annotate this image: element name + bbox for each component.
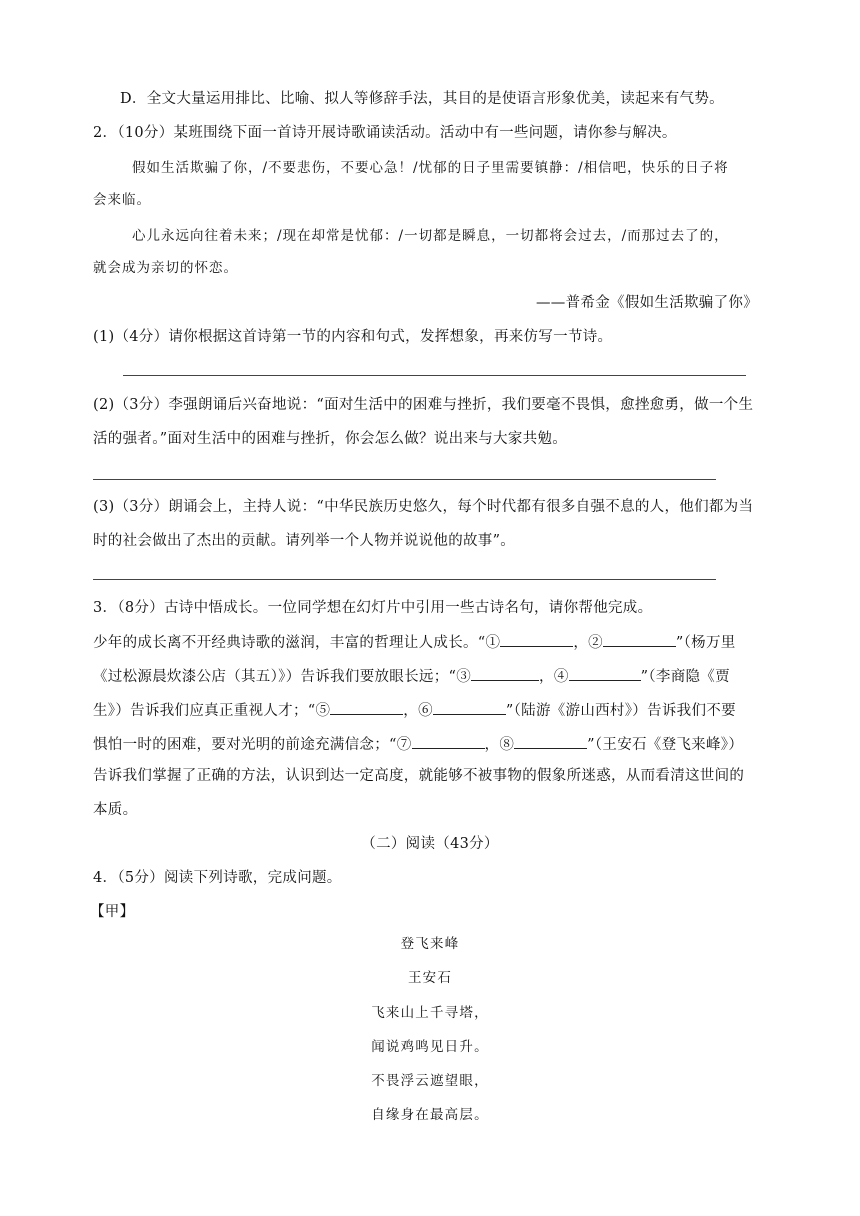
q2-poem-attribution: ——普希金《假如生活欺骗了你》 — [536, 295, 758, 311]
q3-line3 — [93, 699, 736, 721]
q3-line4-text-a: 惧怕一时的困难，要对光明的前途充满信念；“⑦ — [93, 737, 412, 753]
q2-poem-stanza1-line2: 会来临。 — [93, 192, 151, 208]
q2-stem: 2．（10分）某班围绕下面一首诗开展诗歌诵读活动。活动中有一些问题，请你参与解决。 — [93, 125, 677, 141]
q3-line1-text-b: ，② — [573, 635, 603, 651]
q2-poem-stanza2-line1: 心儿永远向往着未来；/现在却常是忧郁：/一切都是瞬息，一切都将会过去，/而那过去了的， — [132, 228, 729, 244]
fill-blank-4[interactable] — [569, 665, 641, 681]
poem-author: 王安石 — [407, 970, 453, 986]
q3-line4-text-c: ”（王安石《登飞来峰》） — [587, 737, 744, 753]
fill-blank-7[interactable] — [412, 733, 485, 749]
q3-line3-text-c: ”（陆游《游山西村》）告诉我们不要 — [505, 703, 736, 719]
q2-sub3-line1: (3)（3分）朗诵会上，主持人说：“中华民族历史悠久，每个时代都有很多自强不息的人，他们都为当 — [93, 499, 754, 515]
q2-sub2-line1: (2)（3分）李强朗诵后兴奋地说：“面对生活中的困难与挫折，我们要毫不畏惧，愈挫愈勇，做一个生 — [93, 397, 754, 413]
q3-line2-text-a: 《过松源晨炊漆公店（其五）》）告诉我们要放眼长远；“③ — [93, 669, 472, 685]
q2-sub1: (1)（4分）请你根据这首诗第一节的内容和句式，发挥想象，再来仿写一节诗。 — [93, 329, 613, 345]
answer-line[interactable] — [123, 375, 746, 376]
q3-stem: 3．（8分）古诗中悟成长。一位同学想在幻灯片中引用一些古诗名句，请你帮他完成。 — [93, 600, 653, 616]
q2-sub2-line2: 活的强者。”面对生活中的困难与挫折，你会怎么做？说出来与大家共勉。 — [93, 431, 568, 447]
fill-blank-6[interactable] — [433, 699, 506, 715]
fill-blank-1[interactable] — [500, 631, 573, 647]
poem-line: 闻说鸡鸣见日升。 — [371, 1039, 489, 1055]
q3-line3-text-a: 生》）告诉我们应真正重视人才；“⑤ — [93, 703, 331, 719]
q3-line1 — [93, 631, 736, 653]
fill-blank-2[interactable] — [603, 631, 676, 647]
q3-line2-text-b: ，④ — [539, 669, 569, 685]
answer-line[interactable] — [93, 479, 716, 480]
q3-line2 — [93, 665, 730, 687]
section-heading-reading: （二）阅读（43分） — [361, 836, 499, 852]
q3-line4-text-b: ，⑧ — [484, 737, 515, 753]
fill-blank-3[interactable] — [471, 665, 539, 681]
q3-line1-text-a: 少年的成长离不开经典诗歌的滋润，丰富的哲理让人成长。“① — [93, 635, 501, 651]
q4-stem: 4．（5分）阅读下列诗歌，完成问题。 — [93, 870, 342, 886]
q3-line4 — [93, 733, 743, 755]
poem-line: 自缘身在最高层。 — [371, 1107, 489, 1123]
q2-sub3-line2: 时的社会做出了杰出的贡献。请列举一个人物并说说他的故事”。 — [93, 533, 516, 549]
fill-blank-5[interactable] — [330, 699, 403, 715]
poem-line: 飞来山上千寻塔， — [371, 1005, 489, 1021]
q3-line2-text-c: ”（李商隐《贾 — [640, 669, 730, 685]
q3-line5: 告诉我们掌握了正确的方法，认识到达一定高度，就能够不被事物的假象所迷惑，从而看清这世间的 — [93, 768, 745, 784]
q3-line3-text-b: ，⑥ — [403, 703, 433, 719]
answer-line[interactable] — [93, 579, 716, 580]
q3-line6: 本质。 — [93, 802, 138, 818]
q2-poem-stanza1-line1: 假如生活欺骗了你，/不要悲伤，不要心急！/忧郁的日子里需要镇静：/相信吧，快乐的日子将 — [132, 160, 729, 176]
fill-blank-8[interactable] — [514, 733, 587, 749]
q3-line1-text-c: ”（杨万里 — [675, 635, 736, 651]
poem-line: 不畏浮云遮望眼， — [371, 1073, 489, 1089]
poem-title: 登飞来峰 — [400, 936, 460, 952]
q4-label-jia: 【甲】 — [90, 904, 135, 920]
q1-option-d: D．全文大量运用排比、比喻、拟人等修辞手法，其目的是使语言形象优美，读起来有气势。 — [120, 91, 724, 107]
q2-poem-stanza2-line2: 就会成为亲切的怀恋。 — [93, 260, 238, 276]
